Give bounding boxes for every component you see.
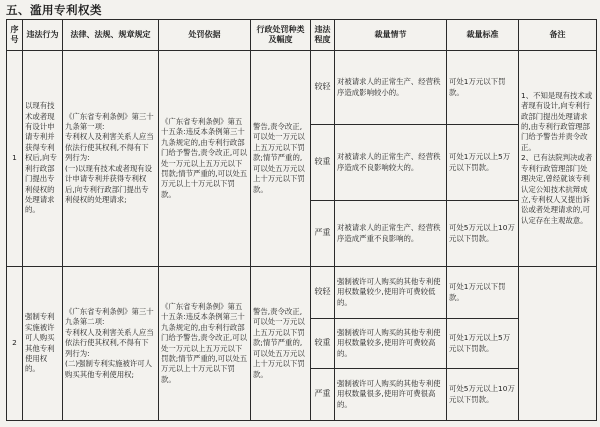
- row2-act: 强制专利实施被许可人购买其他专利使用权的。: [23, 267, 63, 421]
- section-title: 五、滥用专利权类: [6, 3, 102, 17]
- header-std: 裁量标准: [447, 20, 519, 51]
- penalty-table: [6, 19, 597, 421]
- row1-act: 以现有技术或者现有设计申请专利并获得专利权后,向专利行政部门提出专利侵权的处理请求的。: [23, 51, 63, 267]
- row1-law: 《广东省专利条例》第三十九条第一项: 专利权人及利害关系人应当依法行使其权利,不得有下列行为: (一)以现有技术或者现有设计申请专利并获得专利权后,向专利行政部门提出专利侵权的处理请求;: [63, 51, 159, 267]
- row2-std-1: 可处1万元以下罚款。: [447, 267, 519, 319]
- header-row: [7, 20, 597, 51]
- row1-std-1: 可处1万元以下罚款。: [447, 51, 519, 125]
- row2-circ-1: 强制被许可人购买的其他专利使用权数量较少,使用许可费较低的。: [335, 267, 447, 319]
- header-degree: 违法程度: [311, 20, 335, 51]
- row2-degree-1: 较轻: [311, 267, 335, 319]
- row2-note: [519, 267, 597, 421]
- row1-degree-2: 较重: [311, 125, 335, 201]
- row1-std-3: 可处5万元以上10万元以下罚款。: [447, 201, 519, 267]
- row1-circ-2: 对被请求人的正常生产、经营秩序造成不良影响较大的。: [335, 125, 447, 201]
- row2-circ-3: 强制被许可人购买的其他专利使用权数量很多,使用许可费很高的。: [335, 369, 447, 421]
- header-seq: 序号: [7, 20, 23, 51]
- row1-note: 1、不知是现有技术或者现有设计,向专利行政部门提出处理请求的,由专利行政管理部门给予警告并责令改正。 2、已有法院判决或者专利行政管理部门处理决定,曾经就该专利认定公知技术抗辩成立,专利权人又提出诉讼或者处理请求的,可认定存在主观故意。: [519, 51, 597, 267]
- row2-basis: 《广东省专利条例》第五十五条:违反本条例第三十九条规定的,由专利行政部门给予警告,责令改正,可以处一万元以上五万元以下罚款;情节严重的,可以处五万元以上十万元以下罚款。: [159, 267, 251, 421]
- row1-std-2: 可处1万元以上5万元以下罚款。: [447, 125, 519, 201]
- row2-penalty: 警告,责令改正,可以处一万元以上五万元以下罚款;情节严重的,可以处五万元以上十万元以下罚款。: [251, 267, 311, 421]
- row2-std-3: 可处5万元以上10万元以下罚款。: [447, 369, 519, 421]
- header-act: 违法行为: [23, 20, 63, 51]
- row1-penalty: 警告,责令改正,可以处一万元以上五万元以下罚款;情节严重的,可以处五万元以上十万元以下罚款。: [251, 51, 311, 267]
- table-row: [7, 267, 597, 319]
- row1-basis: 《广东省专利条例》第五十五条:违反本条例第三十九条规定的,由专利行政部门给予警告,责令改正,可以处一万元以上五万元以下罚款;情节严重的,可以处五万元以上十万元以下罚款。: [159, 51, 251, 267]
- row1-circ-3: 对被请求人的正常生产、经营秩序造成严重不良影响的。: [335, 201, 447, 267]
- row1-seq: 1: [7, 51, 23, 267]
- header-law: 法律、法规、规章规定: [63, 20, 159, 51]
- header-penalty: 行政处罚种类及幅度: [251, 20, 311, 51]
- row1-degree-1: 较轻: [311, 51, 335, 125]
- row1-degree-3: 严重: [311, 201, 335, 267]
- header-note: 备注: [519, 20, 597, 51]
- row2-circ-2: 强制被许可人购买的其他专利使用权数量较多,使用许可费较高的。: [335, 319, 447, 369]
- row1-circ-1: 对被请求人的正常生产、经营秩序造成影响较小的。: [335, 51, 447, 125]
- row2-seq: 2: [7, 267, 23, 421]
- row2-degree-2: 较重: [311, 319, 335, 369]
- header-circ: 裁量情节: [335, 20, 447, 51]
- table-row: [7, 51, 597, 125]
- row2-degree-3: 严重: [311, 369, 335, 421]
- header-basis: 处罚依据: [159, 20, 251, 51]
- row2-law: 《广东省专利条例》第三十九条第二项: 专利权人及利害关系人应当依法行使其权利,不得有下列行为: (二)强制专利实施被许可人购买其他专利使用权;: [63, 267, 159, 421]
- row2-std-2: 可处1万元以上5万元以下罚款。: [447, 319, 519, 369]
